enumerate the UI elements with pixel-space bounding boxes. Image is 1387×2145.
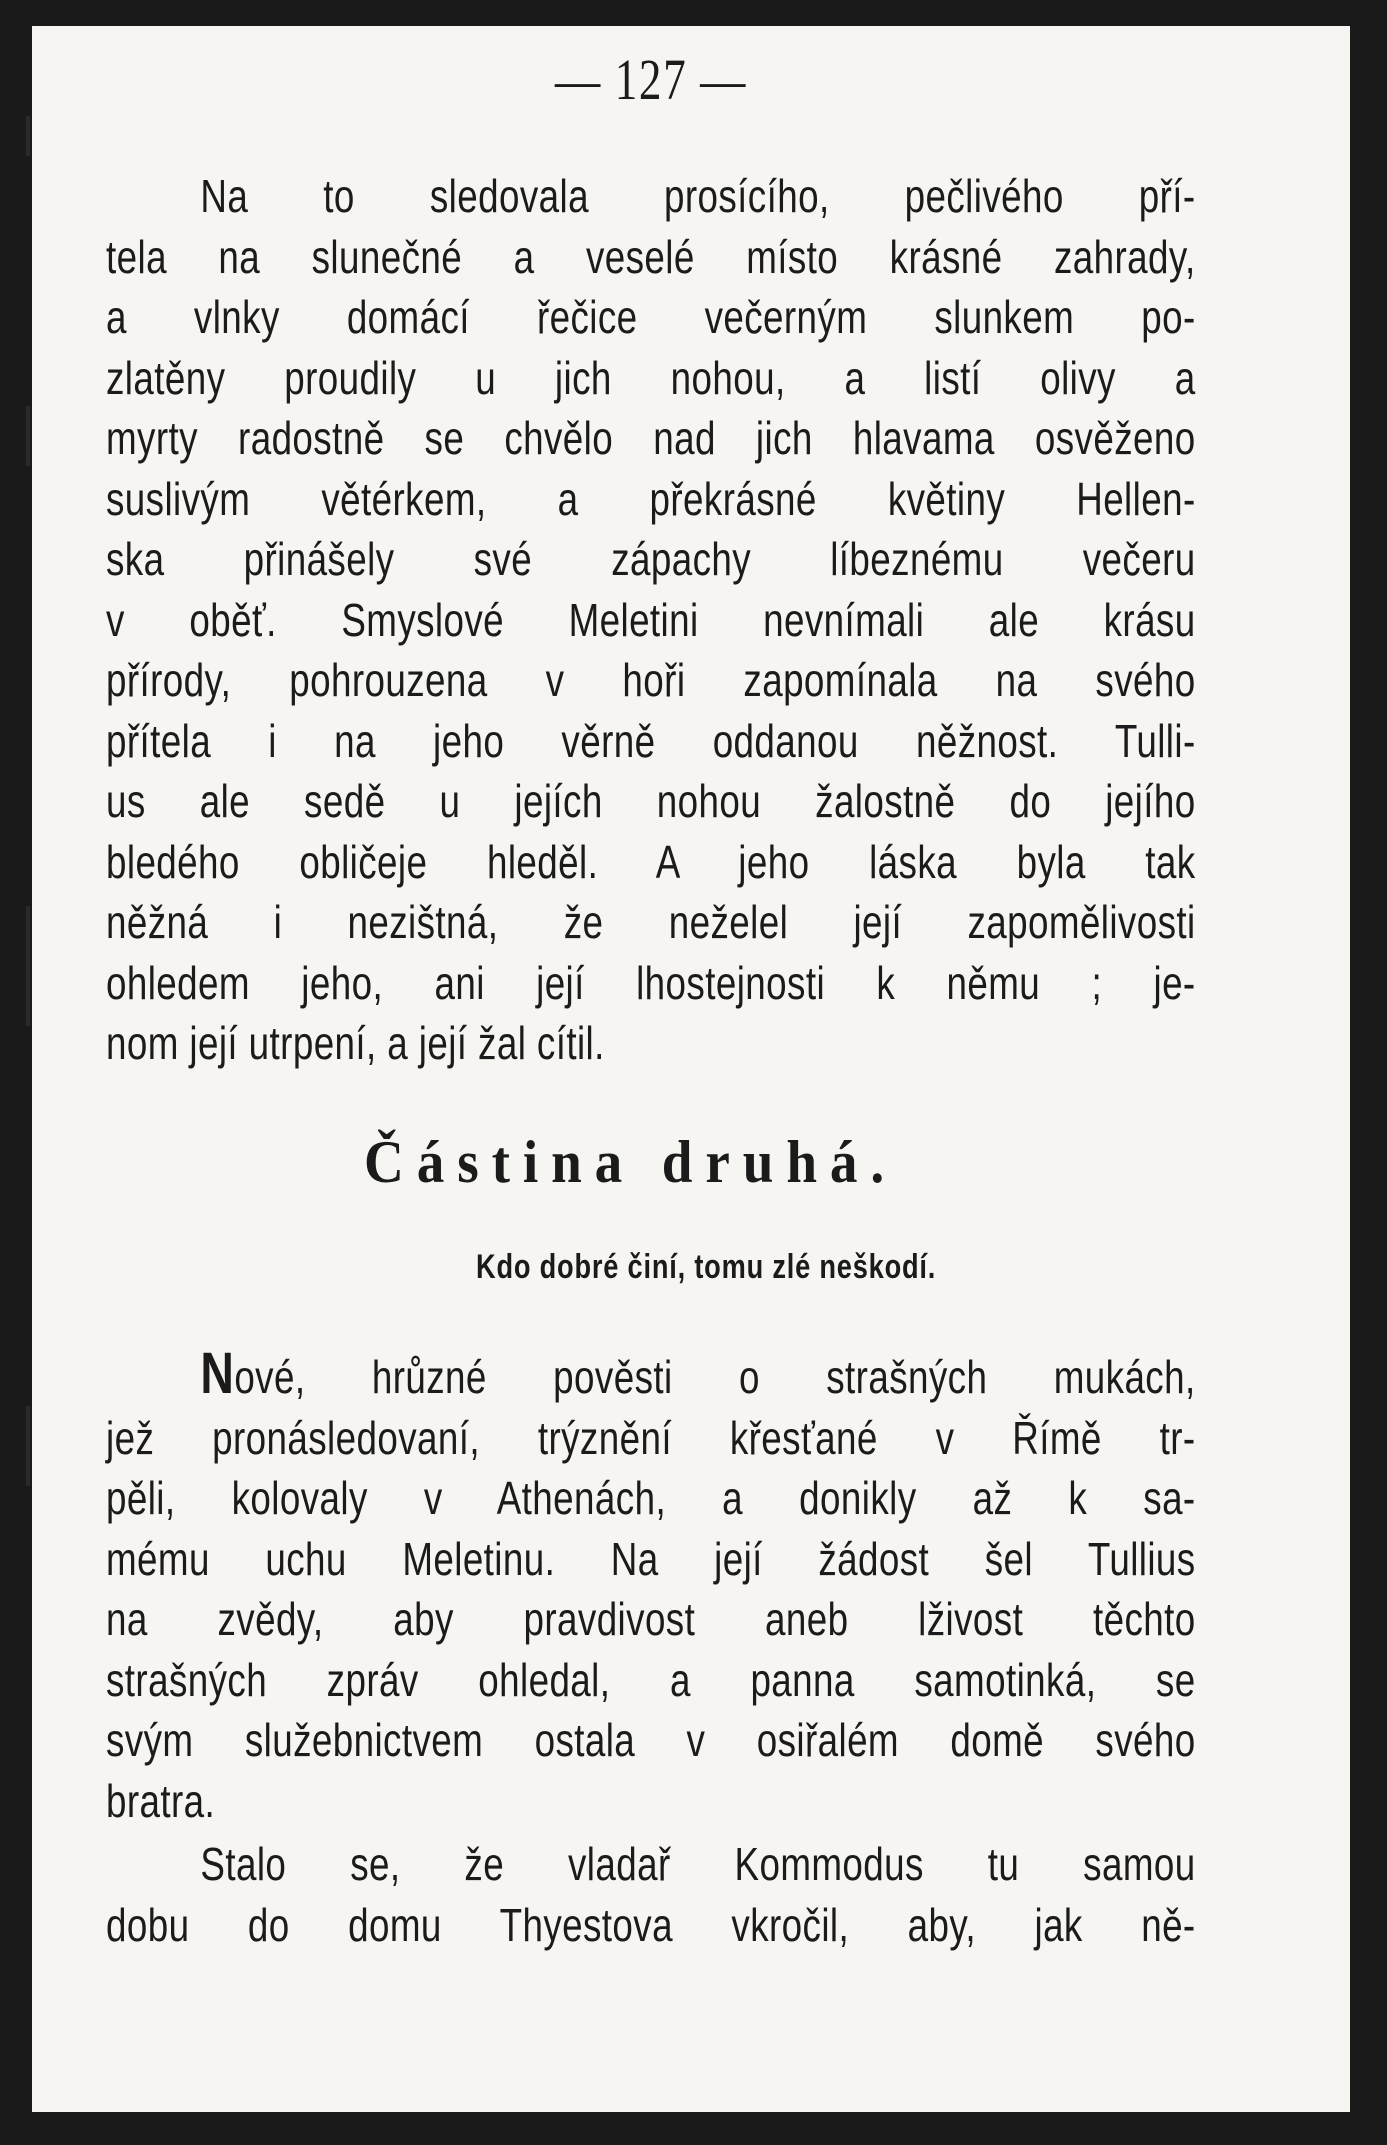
text-line: ska přinášely své zápachy líbeznému večeru [106,533,1196,585]
paragraph-2 [106,1341,1196,1831]
text-line: suslivým větérkem, a překrásné květiny Hellen- [106,472,1196,525]
text-line: tela na slunečné a veselé místo krásné zahrady, [106,230,1196,283]
text-line-rest: ové, hrůzné pověsti o strašných mukách, [234,1351,1196,1403]
text-line: us ale sedě u jejích nohou žalostně do jejího [106,775,1196,827]
page-edge-mark [26,406,30,466]
text-line: ohledem jeho, ani její lhostejnosti k němu ; je- [106,956,1196,1009]
book-page [32,26,1350,2112]
paragraph-1 [106,166,1196,1074]
text-line: přírody, pohrouzena v hoři zapomínala na svého [106,654,1196,706]
text-line: v oběť. Smyslové Meletini nevnímali ale krásu [106,593,1196,646]
text-line: jež pronásledovaní, trýznění křesťané v Římě tr- [106,1411,1196,1464]
text-line: bratra. [106,1774,216,1827]
text-line: strašných zpráv ohledal, a panna samotinká, se [106,1653,1196,1706]
initial-letter: N [200,1341,235,1406]
page-edge-mark [26,906,30,1026]
section-heading: Částina druhá. [364,1129,898,1195]
text-line: pěli, kolovaly v Athenách, a donikly až k sa- [106,1472,1196,1524]
paragraph-3 [106,1834,1196,1955]
text-line: Na to sledovala prosícího, pečlivého pří- [200,170,1196,222]
text-line: nom její utrpení, a její žal cítil. [106,1017,605,1069]
page-number: — 127 — [555,47,747,112]
text-line: dobu do domu Thyestova vkročil, aby, jak ně- [106,1898,1196,1951]
text-line: přítela i na jeho věrně oddanou něžnost. Tulli- [106,714,1196,767]
text-line: Stalo se, že vladař Kommodus tu samou [200,1838,1196,1890]
text-line: svým služebnictvem ostala v osiřalém domě svého [106,1714,1196,1766]
text-line: mému uchu Meletinu. Na její žádost šel Tullius [106,1532,1196,1585]
page-edge-mark [26,1406,30,1486]
text-line: myrty radostně se chvělo nad jich hlavama osvěženo [106,412,1196,464]
text-line: něžná i nezištná, že neželel její zapomělivosti [106,896,1196,948]
page-edge-mark [26,116,30,156]
text-line: bledého obličeje hleděl. A jeho láska byla tak [106,835,1196,888]
text-line [106,1341,1196,1408]
text-line: zlatěny proudily u jich nohou, a listí olivy a [106,351,1196,404]
text-line: a vlnky domácí řečice večerným slunkem po- [106,291,1196,343]
text-line: na zvědy, aby pravdivost aneb lživost těchto [106,1593,1196,1645]
section-motto: Kdo dobré činí, tomu zlé neškodí. [476,1248,937,1286]
